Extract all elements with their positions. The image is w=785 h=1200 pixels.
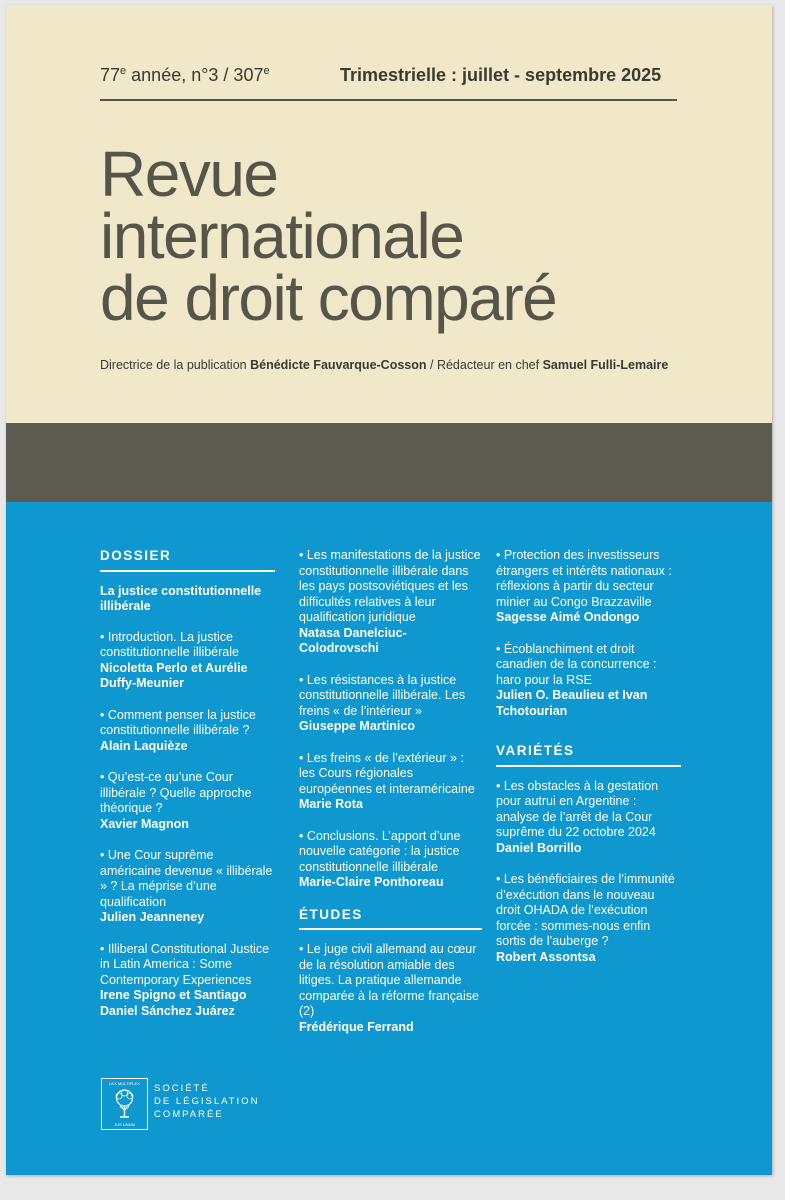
credits: Directrice de la publication Bénédicte Fauvarque-Cosson / Rédacteur en chef Samuel Fulli-Lemaire <box>100 358 669 372</box>
director-name: Bénédicte Fauvarque-Cosson <box>250 358 427 372</box>
toc-item: • Une Cour suprême américaine devenue « illibérale » ? La méprise d’une qualification Julien Jeanneney <box>100 848 273 924</box>
section-heading-varietes: VARIÉTÉS <box>496 743 681 767</box>
editor-name: Samuel Fulli-Lemaire <box>542 358 669 372</box>
toc-item: • Protection des investisseurs étrangers et intérêts nationaux : réflexions à partir du secteur minier au Congo Brazzaville Sagesse Aimé Ondongo <box>496 548 672 624</box>
section-heading-dossier: DOSSIER <box>100 548 275 572</box>
divider-band <box>6 423 772 502</box>
journal-title <box>100 138 557 334</box>
toc-item: • Introduction. La justice constitutionnelle illibérale Nicoletta Perlo et Aurélie Duffy-Meunier <box>100 629 248 690</box>
periodicity: Trimestrielle : juillet - septembre 2025 <box>340 65 662 85</box>
publisher-name: SOCIÉTÉ DE LÉGISLATION COMPARÉE <box>154 1083 260 1120</box>
toc-item: • Les bénéficiaires de l’immunité d’exécution dans le nouveau droit OHADA de l’exécution forcée : sommes-nous enfin sortis de l’auberge ? Robert Assontsa <box>496 872 675 964</box>
toc-item: • Les obstacles à la gestation pour autrui en Argentine : analyse de l’arrêt de la Cour suprême du 22 octobre 2024 Daniel Borrillo <box>496 778 659 855</box>
logo-motto-bottom: JUS UNUM <box>114 1122 135 1127</box>
director-label: Directrice de la publication <box>100 358 247 372</box>
journal-cover <box>6 5 772 1175</box>
section-heading-etudes: ÉTUDES <box>299 907 482 931</box>
toc-item: • Illiberal Constitutional Justice in Latin America : Some Contemporary Experiences Irene Spigno et Santiago Daniel Sánchez Juárez <box>100 941 270 1018</box>
toc-item: • Qu’est-ce qu’une Cour illibérale ? Quelle approche théorique ? Xavier Magnon <box>100 770 252 831</box>
toc-item: • Les freins « de l’extérieur » : les Cours régionales européennes et interaméricaine Marie Rota <box>299 750 475 811</box>
dossier-theme: La justice constitutionnelle illibérale <box>100 583 262 613</box>
toc-item: • Le juge civil allemand au cœur de la résolution amiable des litiges. La pratique allemande comparée à la réforme française (2) Frédérique Ferrand <box>299 942 479 1034</box>
publisher-logo <box>101 1078 148 1130</box>
toc-item: • Écoblanchiment et droit canadien de la concurrence : haro pour la RSE Julien O. Beaulieu et Ivan Tchotourian <box>496 641 657 718</box>
column-3 <box>496 548 681 981</box>
toc-item: • Les résistances à la justice constitutionnelle illibérale. Les freins « de l’intérieur » Giuseppe Martinico <box>299 672 466 733</box>
toc-item: • Comment penser la justice constitutionnelle illibérale ? Alain Laquièze <box>100 707 256 753</box>
logo-motto-top: LEX MULTIPLEX <box>109 1081 140 1086</box>
issue-number: 77e année, n°3 / 307e <box>100 65 270 85</box>
cover-top-panel <box>6 5 772 423</box>
header-rule <box>100 99 677 101</box>
toc-item: • Les manifestations de la justice constitutionnelle illibérale dans les pays postsoviétiques et les difficultés relatives à leur qualification juridique Natasa Danelciuc-Colodrovschi <box>299 548 481 655</box>
title-line-3: de droit comparé <box>100 262 557 334</box>
tree-icon <box>110 1088 139 1120</box>
title-line-1: Revue <box>100 138 278 210</box>
toc-item: • Conclusions. L’apport d’une nouvelle catégorie : la justice constitutionnelle illibérale Marie-Claire Ponthoreau <box>299 828 461 889</box>
column-1 <box>100 548 275 1035</box>
title-line-2: internationale <box>100 200 464 272</box>
editor-label: Rédacteur en chef <box>436 358 540 372</box>
column-2 <box>299 548 482 1051</box>
